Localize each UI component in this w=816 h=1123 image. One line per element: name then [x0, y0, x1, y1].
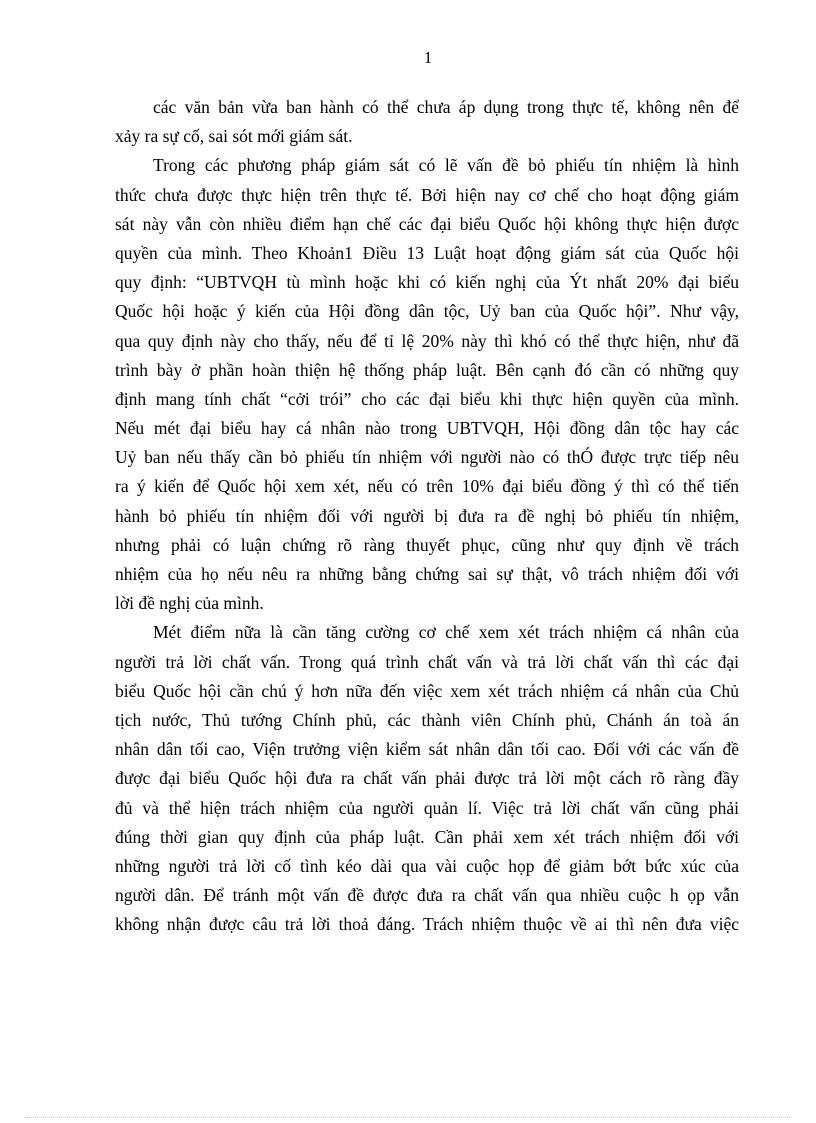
- text-line: đủ và thể hiện trách nhiệm của người quản lí. Việc trả lời chất vấn cũng phải: [115, 797, 739, 818]
- page-number: 1: [423, 48, 433, 67]
- text-line: xảy ra sự cố, sai sót mới giám sát.: [115, 126, 353, 147]
- text-line: ra ý kiến để Quốc hội xem xét, nếu có trên 10% đại biểu đồng ý thì có thể tiến: [115, 476, 739, 497]
- text-line: thức chưa được thực hiện trên thực tế. Bởi hiện nay cơ chế cho hoạt động giám: [115, 184, 739, 205]
- text-line: người dân. Để tránh một vấn đề được đưa ra chất vấn qua nhiều cuộc h ọp vẫn: [115, 885, 739, 906]
- text-line: trình bày ở phần hoàn thiện hệ thống pháp luật. Bên cạnh đó cần có những quy: [115, 359, 739, 380]
- text-line: định mang tính chất “cởi trói” cho các đại biểu khi thực hiện quyền của mình.: [115, 388, 739, 409]
- text-line: đúng thời gian quy định của pháp luật. Cần phải xem xét trách nhiệm đối với: [115, 826, 739, 847]
- text-line: quy định: “UBTVQH tù mình hoặc khi có kiến nghị của Ýt nhất 20% đại biểu: [115, 272, 739, 293]
- text-line: Uỷ ban nếu thấy cần bỏ phiếu tín nhiệm với người nào có thÓ được trực tiếp nêu: [115, 447, 739, 468]
- text-line: quyền của mình. Theo Khoản1 Điều 13 Luật hoạt động giám sát của Quốc hội: [115, 242, 739, 263]
- text-line: tịch nước, Thủ tướng Chính phủ, các thành viên Chính phủ, Chánh án toà án: [115, 709, 739, 730]
- text-line: nhiệm của họ nếu nêu ra những bằng chứng sai sự thật, vô trách nhiệm đối với: [115, 564, 739, 584]
- text-line: sát này vẫn còn nhiều điểm hạn chế các đại biểu Quốc hội không thực hiện được: [115, 213, 739, 234]
- text-line: hành bỏ phiếu tín nhiệm đối với người bị đưa ra đề nghị bỏ phiếu tín nhiệm,: [115, 505, 739, 526]
- page-bottom-divider: [24, 1117, 792, 1118]
- document-body: [115, 93, 739, 939]
- paragraph: [115, 618, 739, 939]
- text-line: không nhận được câu trả lời thoả đáng. Trách nhiệm thuộc về ai thì nên đưa việc: [115, 914, 739, 935]
- text-line: biểu Quốc hội cần chú ý hơn nữa đến việc xem xét trách nhiệm cá nhân của Chủ: [115, 680, 739, 701]
- text-line: lời đề nghị của mình.: [115, 593, 264, 614]
- paragraph: [115, 93, 739, 151]
- text-line: nhưng phải có luận chứng rõ ràng thuyết phục, cũng như quy định về trách: [115, 534, 739, 555]
- text-line: Nếu mét đại biểu hay cá nhân nào trong UBTVQH, Hội đồng dân tộc hay các: [115, 418, 739, 439]
- text-line: Mét điểm nữa là cần tăng cường cơ chế xem xét trách nhiệm cá nhân của: [153, 622, 739, 643]
- text-line: qua quy định này cho thấy, nếu để tỉ lệ 20% này thì khó có thể thực hiện, như đã: [115, 330, 739, 351]
- paragraph: [115, 151, 739, 618]
- text-line: Quốc hội hoặc ý kiến của Hội đồng dân tộc, Uỷ ban của Quốc hội”. Như vậy,: [115, 301, 739, 322]
- text-line: người trả lời chất vấn. Trong quá trình chất vấn và trả lời chất vấn thì các đại: [115, 651, 739, 672]
- text-line: Trong các phương pháp giám sát có lẽ vấn đề bỏ phiếu tín nhiệm là hình: [153, 155, 739, 176]
- text-line: nhân dân tối cao, Viện trưởng viện kiểm sát nhân dân tối cao. Đối với các vấn đề: [115, 739, 739, 760]
- text-line: những người trả lời cố tình kéo dài qua vài cuộc họp để giảm bớt bức xúc của: [115, 855, 739, 876]
- text-line: được đại biểu Quốc hội đưa ra chất vấn phải được trả lời một cách rõ ràng đầy: [115, 768, 739, 789]
- text-line: các văn bản vừa ban hành có thể chưa áp dụng trong thực tế, không nên để: [153, 97, 739, 117]
